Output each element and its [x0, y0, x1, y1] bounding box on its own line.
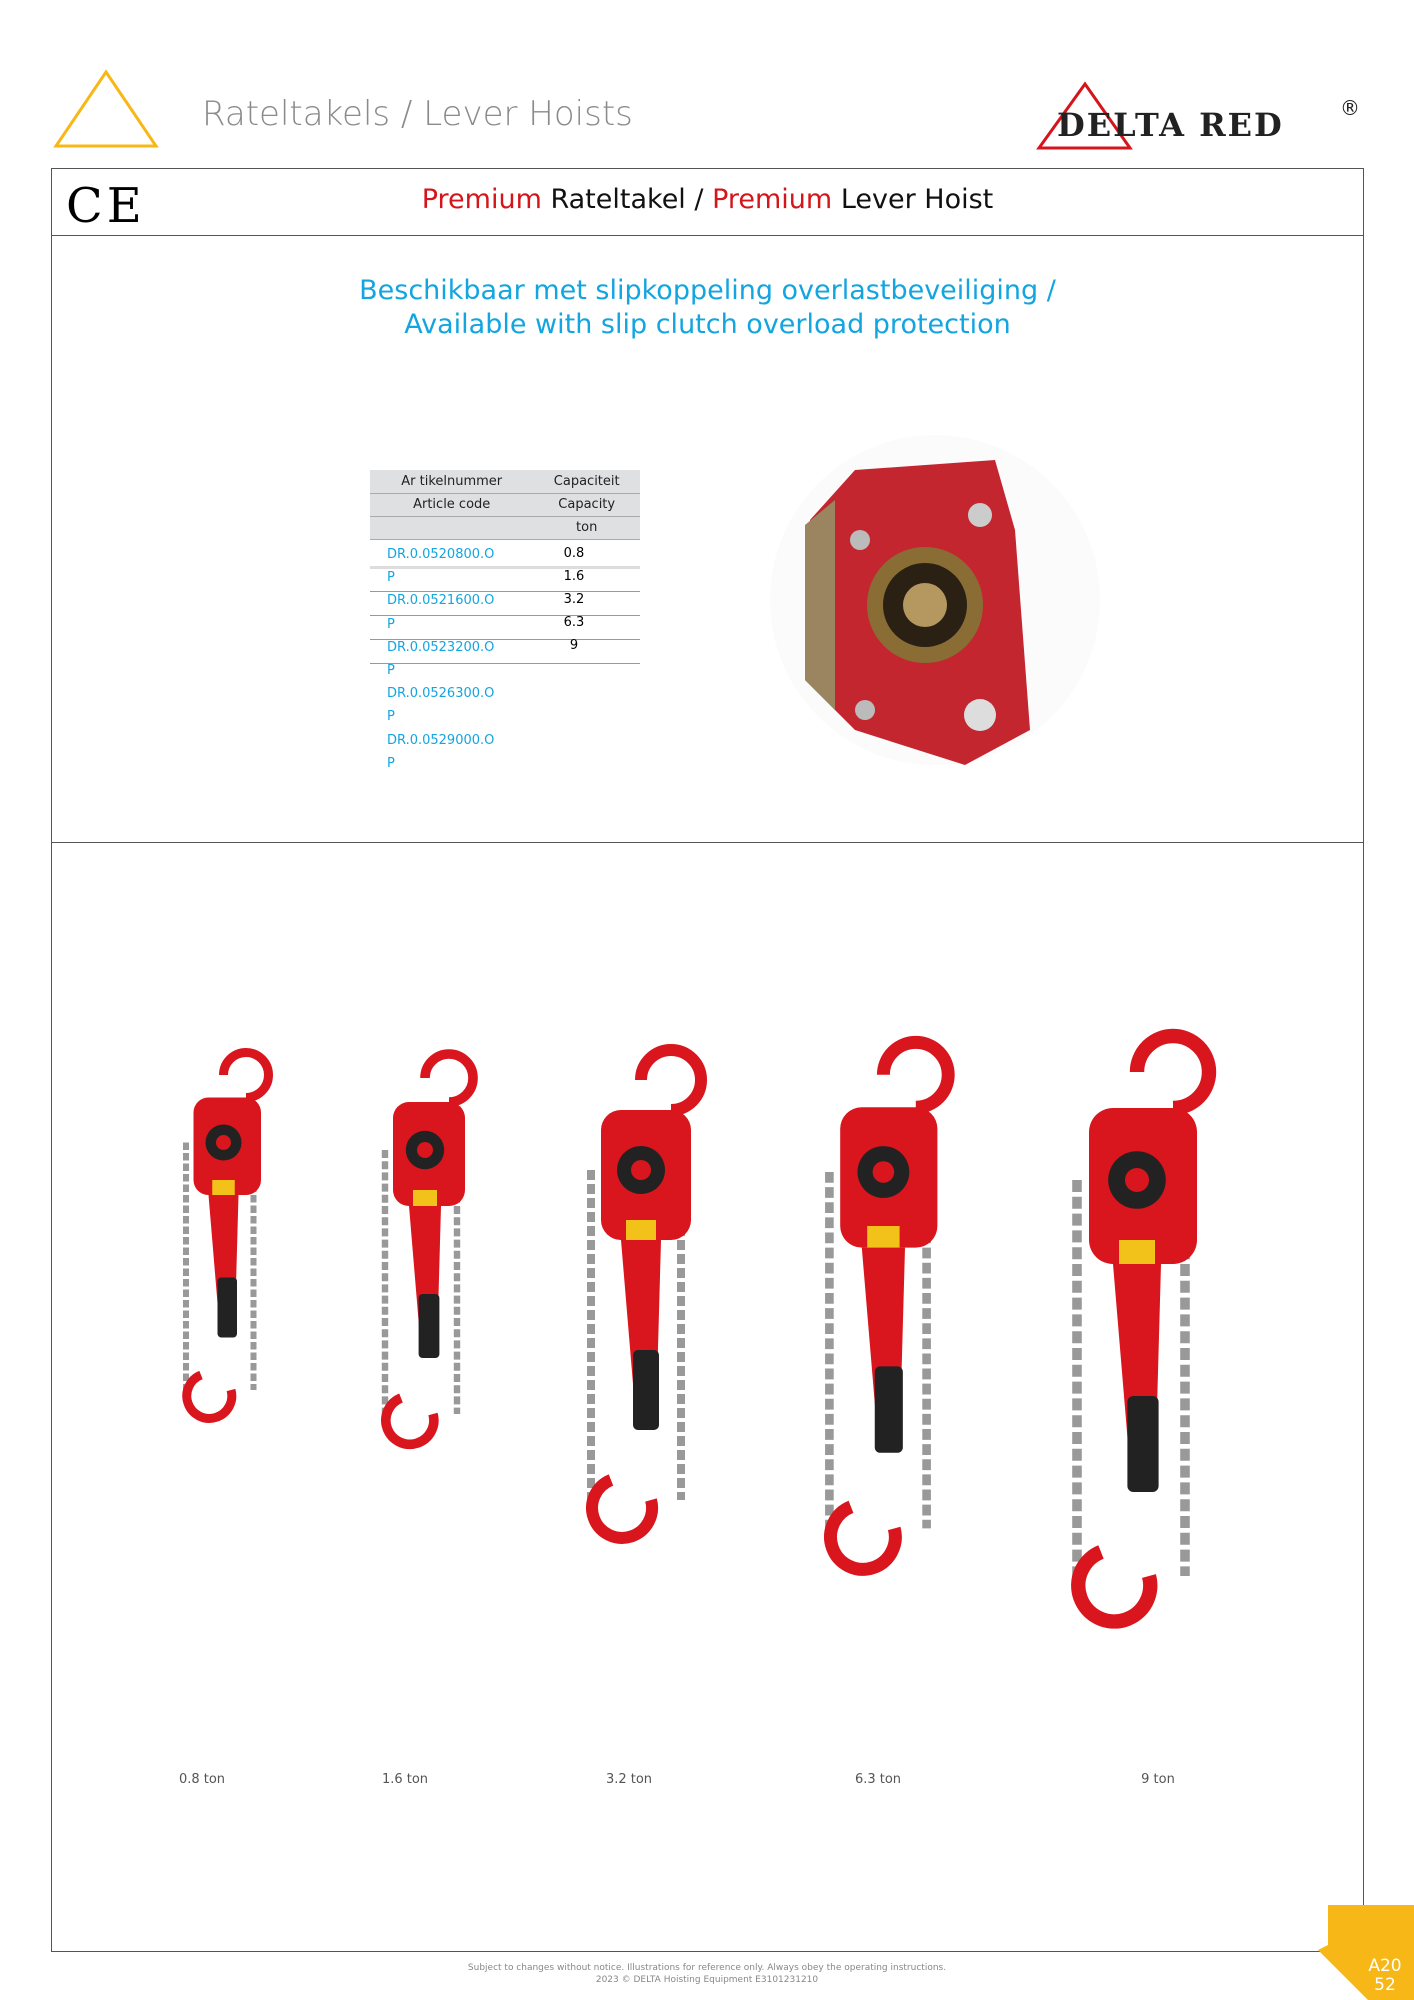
product-title: Premium Rateltakel / Premium Lever Hoist	[421, 184, 994, 215]
hoist-9	[1077, 1036, 1209, 1621]
page-number: A20 52	[1368, 1956, 1402, 1995]
delta-red-logo	[1035, 80, 1375, 154]
triangle-icon	[52, 68, 160, 150]
hoist-0.8	[186, 1053, 269, 1419]
hoist-6.3	[829, 1042, 948, 1569]
hoist-label: 0.8 ton	[178, 1772, 226, 1787]
svg-text:®: ®	[1340, 96, 1360, 120]
hoist-label: 3.2 ton	[605, 1772, 653, 1787]
slip-clutch-photo	[765, 430, 1115, 770]
subtitle: Beschikbaar met slipkoppeling overlastbeveiliging / Available with slip clutch overload protection	[359, 275, 1056, 340]
article-codes: DR.0.0520800.O P DR.0.0521600.O P DR.0.0523200.O P DR.0.0526300.O P DR.0.0529000.O P	[387, 547, 495, 771]
hoist-3.2	[591, 1050, 701, 1538]
hoist-images	[51, 990, 1364, 1750]
page-title: Rateltakels / Lever Hoists	[202, 94, 633, 134]
hoist-1.6	[385, 1054, 473, 1444]
specs-section	[51, 236, 1364, 843]
hoist-label: 6.3 ton	[854, 1772, 902, 1787]
specs-table: Ar tikelnummer Capaciteit Article code Capacity ton	[370, 470, 640, 540]
ce-mark: CE	[66, 178, 146, 234]
hoist-label: 9 ton	[1141, 1772, 1175, 1787]
hoist-label: 1.6 ton	[381, 1772, 429, 1787]
capacities: 0.8 1.6 3.2 6.3 9	[563, 546, 585, 653]
svg-text:DELTA RED: DELTA RED	[1057, 106, 1284, 144]
product-header	[51, 168, 1364, 236]
footer: Subject to changes without notice. Illustrations for reference only. Always obey the operating instructions. 2023 © DELTA Hoisting Equipment E3101231210	[467, 1963, 947, 1985]
